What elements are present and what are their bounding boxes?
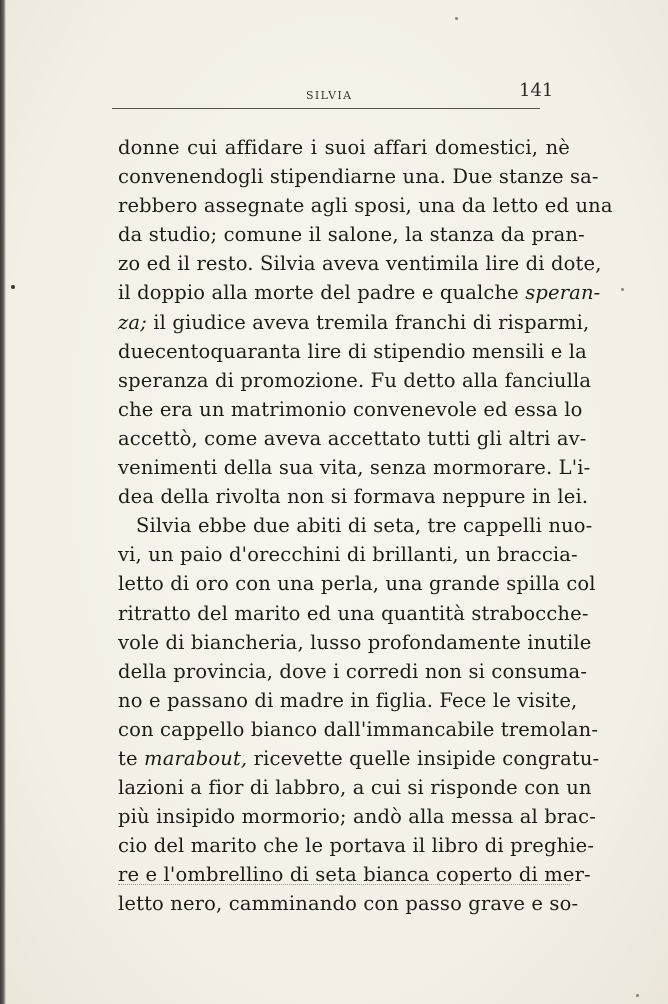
text-line: letto nero, camminando con passo grave e so- xyxy=(118,892,579,916)
paper-speck xyxy=(621,288,624,291)
header-rule xyxy=(112,108,540,109)
text-line: rebbero assegnate agli sposi, una da letto ed una xyxy=(118,194,613,218)
text-line: vi, un paio d'orecchini di brillanti, un braccia- xyxy=(118,543,578,567)
italic-text: marabout, xyxy=(144,746,248,770)
text-line xyxy=(118,744,600,773)
italic-text: za; xyxy=(118,310,147,334)
text-line: zo ed il resto. Silvia aveva ventimila lire di dote, xyxy=(118,252,602,276)
text-line xyxy=(118,308,590,337)
text-segment: te xyxy=(118,746,138,770)
text-line: duecentoquaranta lire di stipendio mensili e la xyxy=(118,339,587,363)
text-line: no e passano di madre in figlia. Fece le visite, xyxy=(118,688,578,712)
paper-speck xyxy=(455,17,458,20)
text-line: vole di biancheria, lusso profondamente inutile xyxy=(118,630,592,654)
text-line: da studio; comune il salone, la stanza da pran- xyxy=(118,223,585,247)
text-line: lazioni a fior di labbro, a cui si risponde con un xyxy=(118,776,592,800)
text-line: con cappello bianco dall'immancabile tremolan- xyxy=(118,717,599,741)
binding-edge xyxy=(0,0,6,1004)
text-line: ritratto del marito ed una quantità strabocche- xyxy=(118,601,589,625)
text-line: venimenti della sua vita, senza mormorare. L'i- xyxy=(118,456,591,480)
text-line: più insipido mormorio; andò alla messa al brac- xyxy=(118,805,596,829)
text-segment: il doppio alla morte del padre e qualche xyxy=(118,281,519,305)
text-line: donne cui affidare i suoi affari domestici, nè xyxy=(118,136,570,159)
text-line: speranza di promozione. Fu detto alla fanciulla xyxy=(118,368,592,392)
text-line: della provincia, dove i corredi non si consuma- xyxy=(118,659,588,683)
text-line: cio del marito che le portava il libro di preghie- xyxy=(118,834,595,858)
running-title: SILVIA xyxy=(306,89,353,102)
italic-text: speran- xyxy=(525,281,601,305)
body-text xyxy=(118,133,613,919)
text-line: re e l'ombrellino di seta bianca coperto di mer- xyxy=(118,863,591,887)
text-line: convenendogli stipendiarne una. Due stanze sa- xyxy=(118,165,599,189)
text-line: letto di oro con una perla, una grande spilla col xyxy=(118,572,596,596)
text-segment: il giudice aveva tremila franchi di risparmi, xyxy=(146,310,590,334)
page-number: 141 xyxy=(519,80,554,101)
text-segment: ricevette quelle insipide congratu- xyxy=(253,746,600,770)
paper-speck xyxy=(636,994,639,997)
paper-speck xyxy=(11,285,15,289)
text-line: dea della rivolta non si formava neppure in lei. xyxy=(118,485,589,509)
text-line: Silvia ebbe due abiti di seta, tre cappelli nuo- xyxy=(136,514,593,538)
text-line xyxy=(118,278,601,307)
footer-dotted-rule xyxy=(118,884,570,885)
text-line: che era un matrimonio convenevole ed essa lo xyxy=(118,397,583,421)
text-line: accettò, come aveva accettato tutti gli altri av- xyxy=(118,426,587,450)
